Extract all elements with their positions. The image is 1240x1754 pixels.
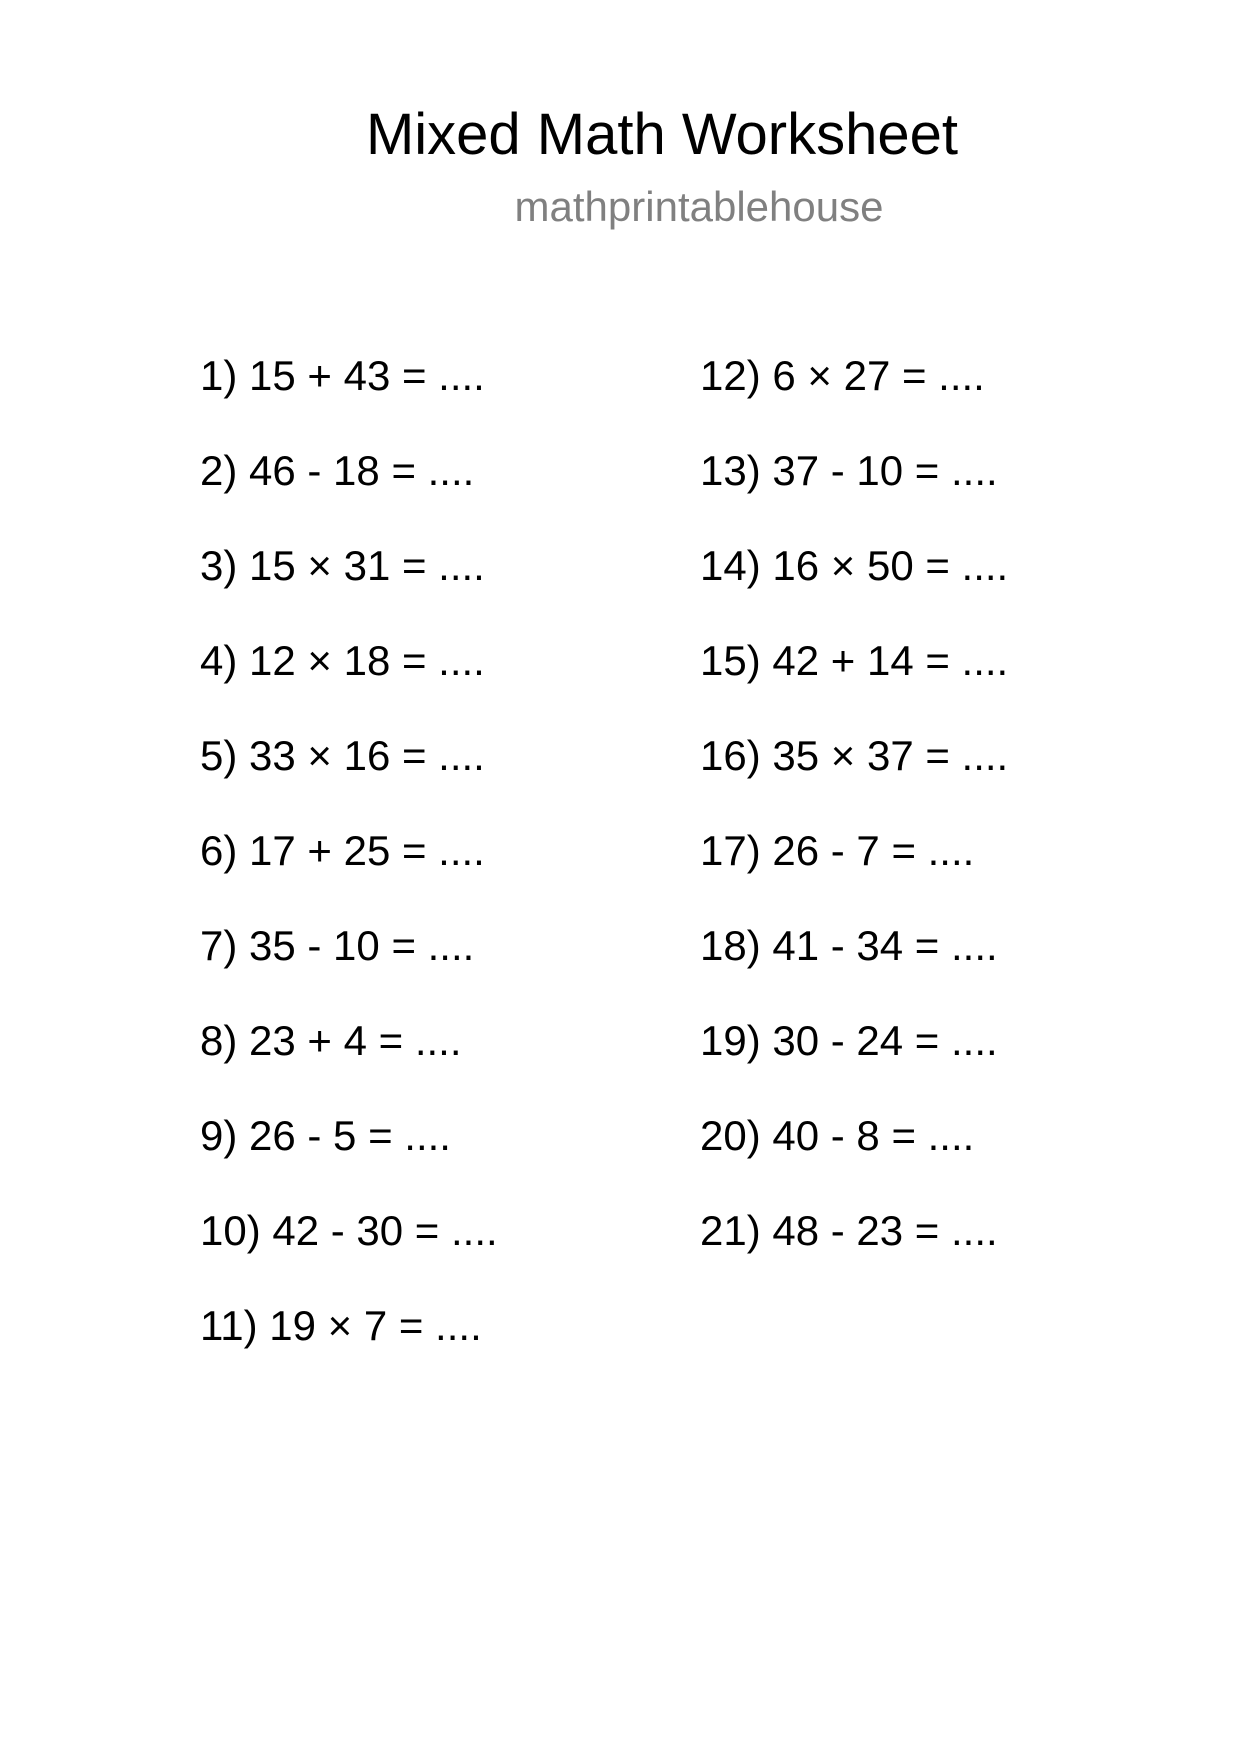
problem-item: 3) 15 × 31 = .... xyxy=(200,542,485,589)
problem-item: 12) 6 × 27 = .... xyxy=(700,352,985,399)
page-title: Mixed Math Worksheet xyxy=(365,102,959,167)
problem-item: 7) 35 - 10 = .... xyxy=(200,922,475,969)
problem-item: 1) 15 + 43 = .... xyxy=(200,352,485,399)
problem-item: 2) 46 - 18 = .... xyxy=(200,447,475,494)
problem-item: 4) 12 × 18 = .... xyxy=(200,637,485,684)
problem-item: 6) 17 + 25 = .... xyxy=(200,827,485,874)
problem-item: 16) 35 × 37 = .... xyxy=(700,732,1009,779)
problem-item: 10) 42 - 30 = .... xyxy=(200,1207,498,1254)
problem-item: 18) 41 - 34 = .... xyxy=(700,922,998,969)
page-subtitle: mathprintablehouse xyxy=(514,183,884,230)
problem-item: 20) 40 - 8 = .... xyxy=(700,1112,975,1159)
problem-item: 13) 37 - 10 = .... xyxy=(700,447,998,494)
problem-list-right xyxy=(700,346,1200,1296)
problem-item: 19) 30 - 24 = .... xyxy=(700,1017,998,1064)
problem-list-left xyxy=(200,346,700,1391)
problem-item: 5) 33 × 16 = .... xyxy=(200,732,485,779)
problem-item: 15) 42 + 14 = .... xyxy=(700,637,1009,684)
problem-item: 8) 23 + 4 = .... xyxy=(200,1017,462,1064)
problem-item: 17) 26 - 7 = .... xyxy=(700,827,975,874)
problem-item: 14) 16 × 50 = .... xyxy=(700,542,1009,589)
problem-item: 21) 48 - 23 = .... xyxy=(700,1207,998,1254)
problem-item: 9) 26 - 5 = .... xyxy=(200,1112,451,1159)
problem-item: 11) 19 × 7 = .... xyxy=(200,1302,482,1349)
